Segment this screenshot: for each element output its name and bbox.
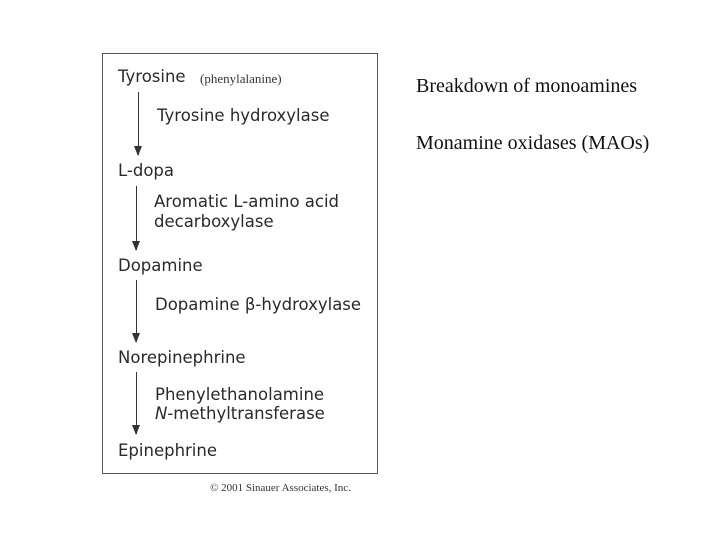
copyright-notice: © 2001 Sinauer Associates, Inc. <box>210 482 351 494</box>
enzyme-pnmt-line2 <box>155 404 325 424</box>
heading-monamine-oxidases: Monamine oxidases (MAOs) <box>416 132 650 154</box>
enzyme-pnmt-line2-rest: -methyltransferase <box>167 404 325 423</box>
compound-note-phenylalanine: (phenylalanine) <box>200 71 282 86</box>
compound-norepinephrine: Norepinephrine <box>118 348 246 367</box>
enzyme-aromatic-l-amino-acid-decarboxylase-line2: decarboxylase <box>154 212 274 231</box>
heading-breakdown-of-monoamines: Breakdown of monoamines <box>416 75 638 97</box>
compound-dopamine: Dopamine <box>118 256 203 275</box>
enzyme-pnmt-n-italic: N <box>155 404 168 423</box>
enzyme-tyrosine-hydroxylase: Tyrosine hydroxylase <box>157 106 330 125</box>
compound-epinephrine: Epinephrine <box>118 441 217 460</box>
arrow-down-icon <box>136 186 137 250</box>
arrow-down-icon <box>138 92 139 155</box>
arrow-down-icon <box>136 372 137 434</box>
enzyme-aromatic-l-amino-acid-decarboxylase-line1: Aromatic L-amino acid <box>154 192 340 211</box>
enzyme-pnmt-line1: Phenylethanolamine <box>155 385 325 404</box>
enzyme-dopamine-beta-hydroxylase: Dopamine β-hydroxylase <box>155 295 362 314</box>
compound-l-dopa: L-dopa <box>118 161 175 180</box>
arrow-down-icon <box>136 280 137 342</box>
compound-tyrosine: Tyrosine <box>118 67 186 86</box>
